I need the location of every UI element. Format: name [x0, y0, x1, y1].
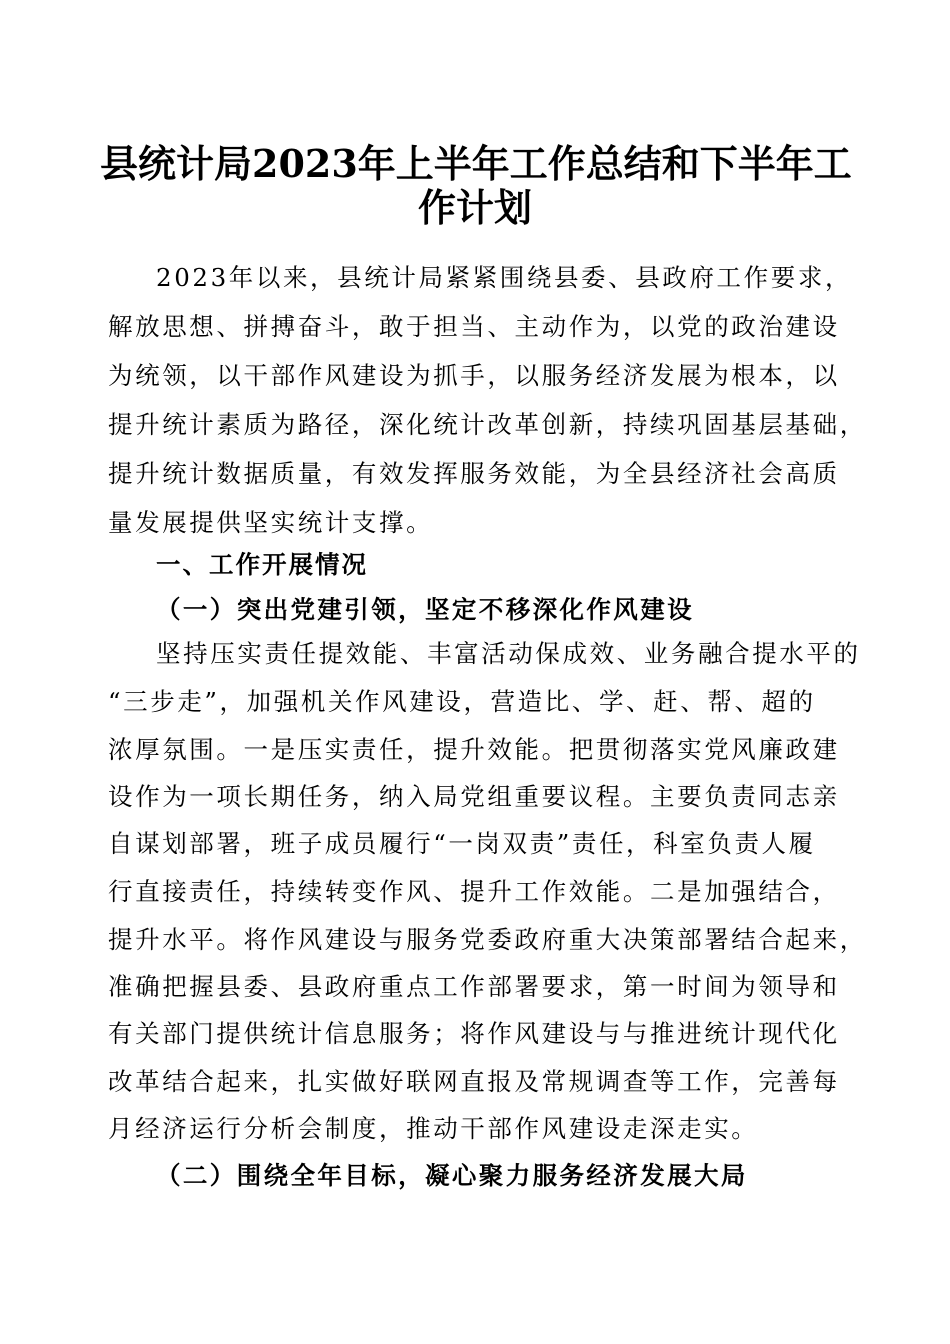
sub1-line-5: 自谋划部署，班子成员履行“一岗双责”责任，科室负责人履	[108, 829, 816, 858]
sub1-line-1: 坚持压实责任提效能、丰富活动保成效、业务融合提水平的	[156, 639, 861, 668]
sub1-line-7: 提升水平。将作风建设与服务党委政府重大决策部署结合起来，	[108, 925, 867, 954]
intro-line-4: 提升统计素质为路径，深化统计改革创新，持续巩固基层基础，	[108, 410, 867, 439]
sub1-line-8: 准确把握县委、县政府重点工作部署要求，第一时间为领导和	[108, 972, 840, 1001]
document-title-line-2: 作计划	[417, 185, 532, 230]
subsection-heading-1: （一）突出党建引领，坚定不移深化作风建设	[156, 595, 694, 624]
intro-line-3: 为统领，以干部作风建设为抓手，以服务经济发展为根本，以	[108, 361, 840, 390]
sub1-line-4: 设作为一项长期任务，纳入局党组重要议程。主要负责同志亲	[108, 782, 840, 811]
sub1-line-3: 浓厚氛围。一是压实责任，提升效能。把贯彻落实党风廉政建	[108, 735, 840, 764]
subsection-heading-2: （二）围绕全年目标，凝心聚力服务经济发展大局	[156, 1161, 748, 1190]
sub1-line-9: 有关部门提供统计信息服务；将作风建设与与推进统计现代化	[108, 1019, 840, 1048]
sub1-line-10: 改革结合起来，扎实做好联网直报及常规调查等工作，完善每	[108, 1067, 840, 1096]
sub1-line-2: “三步走”，加强机关作风建设，营造比、学、赶、帮、超的	[108, 687, 816, 716]
document-title-line-1: 县统计局2023年上半年工作总结和下半年工	[100, 141, 852, 186]
sub1-line-11: 月经济运行分析会制度，推动干部作风建设走深走实。	[108, 1114, 759, 1143]
intro-line-5: 提升统计数据质量，有效发挥服务效能，为全县经济社会高质	[108, 459, 840, 488]
intro-line-2: 解放思想、拼搏奋斗，敢于担当、主动作为，以党的政治建设	[108, 312, 840, 341]
intro-line-6: 量发展提供坚实统计支撑。	[108, 508, 434, 537]
intro-line-1: 2023年以来，县统计局紧紧围绕县委、县政府工作要求，	[156, 263, 853, 292]
sub1-line-6: 行直接责任，持续转变作风、提升工作效能。二是加强结合，	[108, 877, 840, 906]
section-heading-1: 一、工作开展情况	[156, 550, 368, 579]
